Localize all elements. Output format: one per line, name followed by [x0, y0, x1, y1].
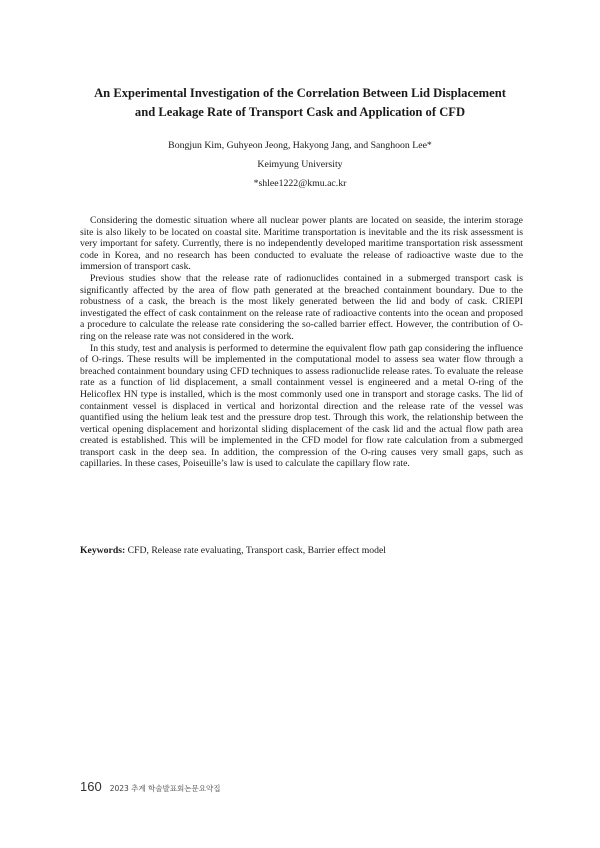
abstract-paragraph-2: Previous studies show that the release rate of radionuclides contained in a submerged transport cask is significantly affected by the area of flow path generated at the breached containment boundary. Due to the robustness of a cask, the breach is the most likely generated between the lid and body of cask. CRIEPI investigated the effect of cask containment on the release rate of radioactive contents into the ocean and proposed a procedure to calculate the release rate considering the so-called barrier effect. However, the contribution of O-ring on the release rate was not considered in the work. — [80, 272, 523, 342]
corresponding-email: *shlee1222@kmu.ac.kr — [253, 178, 347, 189]
author-list: Bongjun Kim, Guhyeon Jeong, Hakyong Jang, and Sanghoon Lee* — [168, 140, 432, 151]
keywords-list: CFD, Release rate evaluating, Transport cask, Barrier effect model — [127, 545, 386, 556]
page-number: 160 — [80, 779, 102, 794]
affiliation: Keimyung University — [257, 159, 343, 170]
paper-title-line-2: and Leakage Rate of Transport Cask and Application of CFD — [134, 105, 466, 119]
keywords-label: Keywords: — [80, 545, 126, 556]
paper-title-line-1: An Experimental Investigation of the Correlation Between Lid Displacement — [94, 86, 506, 100]
abstract-body — [80, 215, 523, 470]
paper-title — [60, 84, 540, 122]
abstract-paragraph-3: In this study, test and analysis is performed to determine the equivalent flow path gap considering the influence of O-rings. These results will be implemented in the computational model to assess sea water flow through a breached containment boundary using CFD techniques to assess radionuclide release rates. To evaluate the release rate as a function of lid displacement, a small containment vessel is engineered and a metal O-ring of the Helicoflex HN type is installed, which is the most commonly used one in transport and storage casks. The lid of containment vessel is displaced in vertical and horizontal direction and the release rate of the vessel was quantified using the helium leak test and the pressure drop test. Through this work, the relationship between the vertical opening displacement and horizontal sliding displacement of the cask lid and the actual flow path area created is established. This will be implemented in the CFD model for flow rate calculation from a submerged transport cask in the deep sea. In addition, the compression of the O-ring causes very small gaps, such as capillaries. In these cases, Poiseuille’s law is used to calculate the capillary flow rate. — [80, 342, 523, 470]
abstract-paragraph-1: Considering the domestic situation where all nuclear power plants are located on seaside, the interim storage site is also likely to be located on coastal site. Maritime transportation is inevitable and the its risk assessment is very important for safety. Currently, there is no independently developed maritime transportation risk assessment code in Korea, and no research has been conducted to evaluate the release of radioactive waste due to the immersion of transport cask. — [80, 215, 523, 273]
keywords-section — [80, 545, 523, 557]
publication-name: 2023 추계 학술발표회논문요약집 — [109, 784, 221, 793]
page-footer — [80, 779, 221, 795]
